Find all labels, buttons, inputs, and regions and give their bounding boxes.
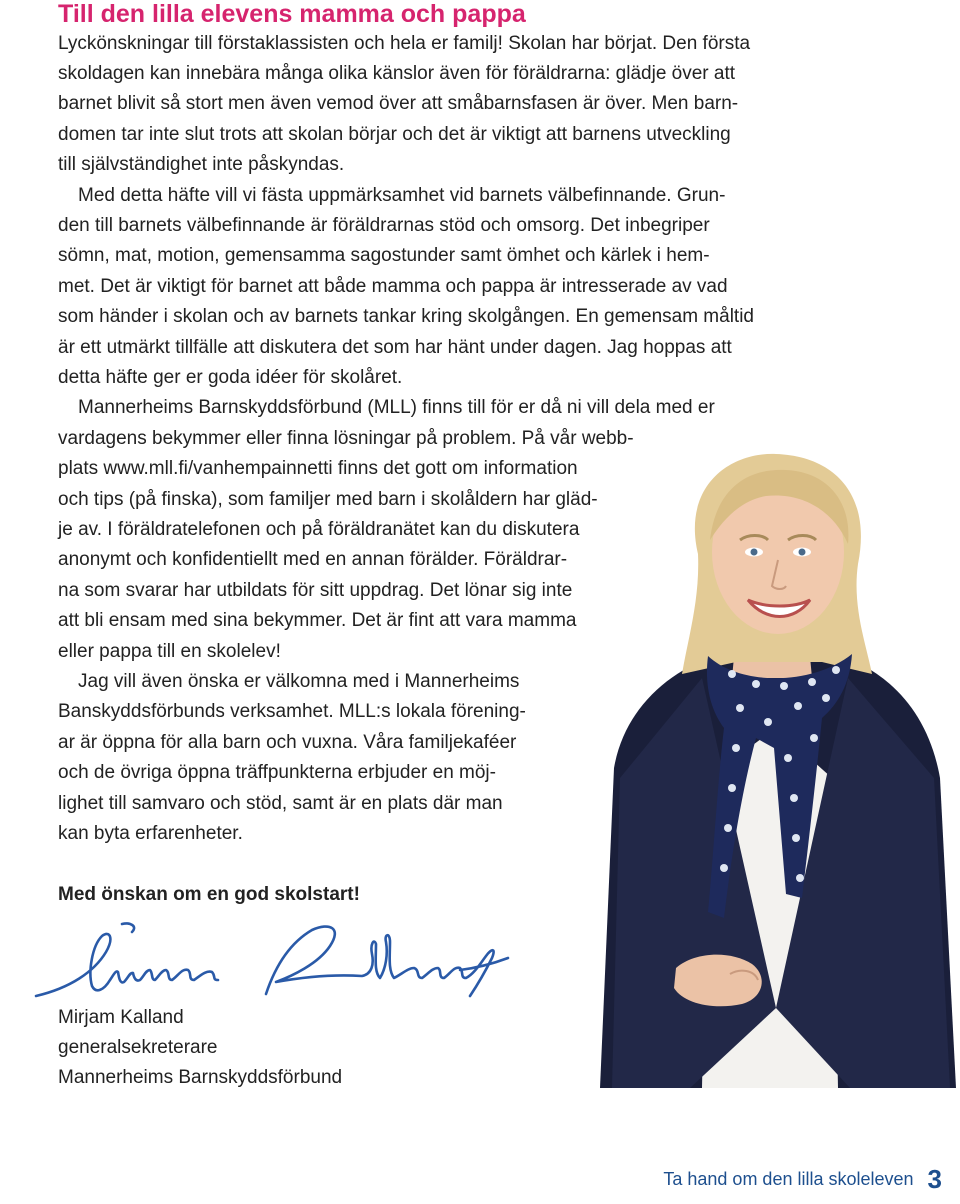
body-line: domen tar inte slut trots att skolan börjar och det är viktigt att barnens utveckling xyxy=(58,124,731,145)
body-line: met. Det är viktigt för barnet att både mamma och pappa är intresserade av vad xyxy=(58,276,728,297)
body-line: och de övriga öppna träffpunkterna erbjuder en möj- xyxy=(58,762,496,783)
body-line: som händer i skolan och av barnets tankar kring skolgången. En gemensam måltid xyxy=(58,306,754,327)
body-line: skoldagen kan innebära många olika känslor även för föräldrarna: glädje över att xyxy=(58,63,736,84)
body-line: detta häfte ger er goda idéer för skolåret. xyxy=(58,367,403,388)
body-line: ar är öppna för alla barn och vuxna. Våra familjekaféer xyxy=(58,732,517,753)
footer-title: Ta hand om den lilla skoleleven xyxy=(663,1169,914,1189)
body-line: plats www.mll.fi/vanhempainnetti finns det gott om information xyxy=(58,458,578,479)
closing-line: Med önskan om en god skolstart! xyxy=(58,884,360,905)
body-line: eller pappa till en skolelev! xyxy=(58,641,281,662)
body-line: anonymt och konfidentiellt med en annan förälder. Föräldrar- xyxy=(58,549,568,570)
body-line: Lyckönskningar till förstaklassisten och hela er familj! Skolan har börjat. Den första xyxy=(58,33,751,54)
body-line: kan byta erfarenheter. xyxy=(58,823,243,844)
signer-role: generalsekreterare xyxy=(58,1037,218,1058)
body-line: Banskyddsförbunds verksamhet. MLL:s lokala förening- xyxy=(58,701,526,722)
handwritten-signature xyxy=(30,918,520,1010)
body-line: na som svarar har utbildats för sitt uppdrag. Det lönar sig inte xyxy=(58,580,573,601)
body-line: barnet blivit så stort men även vemod över att småbarnsfasen är över. Men barn- xyxy=(58,93,739,114)
body-line: och tips (på finska), som familjer med barn i skolåldern har gläd- xyxy=(58,489,598,510)
body-line: sömn, mat, motion, gemensamma sagostunder samt ömhet och kärlek i hem- xyxy=(58,245,710,266)
body-line: Jag vill även önska er välkomna med i Mannerheims xyxy=(78,671,520,692)
body-line: lighet till samvaro och stöd, samt är en plats där man xyxy=(58,793,503,814)
body-line: den till barnets välbefinnande är föräldrarnas stöd och omsorg. Det inbegriper xyxy=(58,215,710,236)
body-line: vardagens bekymmer eller finna lösningar på problem. På vår webb- xyxy=(58,428,634,449)
body-line: je av. I föräldratelefonen och på föräldranätet kan du diskutera xyxy=(58,519,580,540)
body-line: till självständighet inte påskyndas. xyxy=(58,154,345,175)
page-footer xyxy=(663,1164,942,1204)
portrait-photo xyxy=(590,448,960,1088)
signer-name: Mirjam Kalland xyxy=(58,1007,184,1028)
body-line: Med detta häfte vill vi fästa uppmärksamhet vid barnets välbefinnande. Grun- xyxy=(78,185,726,206)
body-line: Mannerheims Barnskyddsförbund (MLL) finns till för er då ni vill dela med er xyxy=(78,397,715,418)
page-title: Till den lilla elevens mamma och pappa xyxy=(58,0,526,28)
body-line: att bli ensam med sina bekymmer. Det är fint att vara mamma xyxy=(58,610,577,631)
page-number: 3 xyxy=(927,1164,942,1194)
body-line: är ett utmärkt tillfälle att diskutera det som har hänt under dagen. Jag hoppas att xyxy=(58,337,732,358)
signer-organization: Mannerheims Barnskyddsförbund xyxy=(58,1067,343,1088)
